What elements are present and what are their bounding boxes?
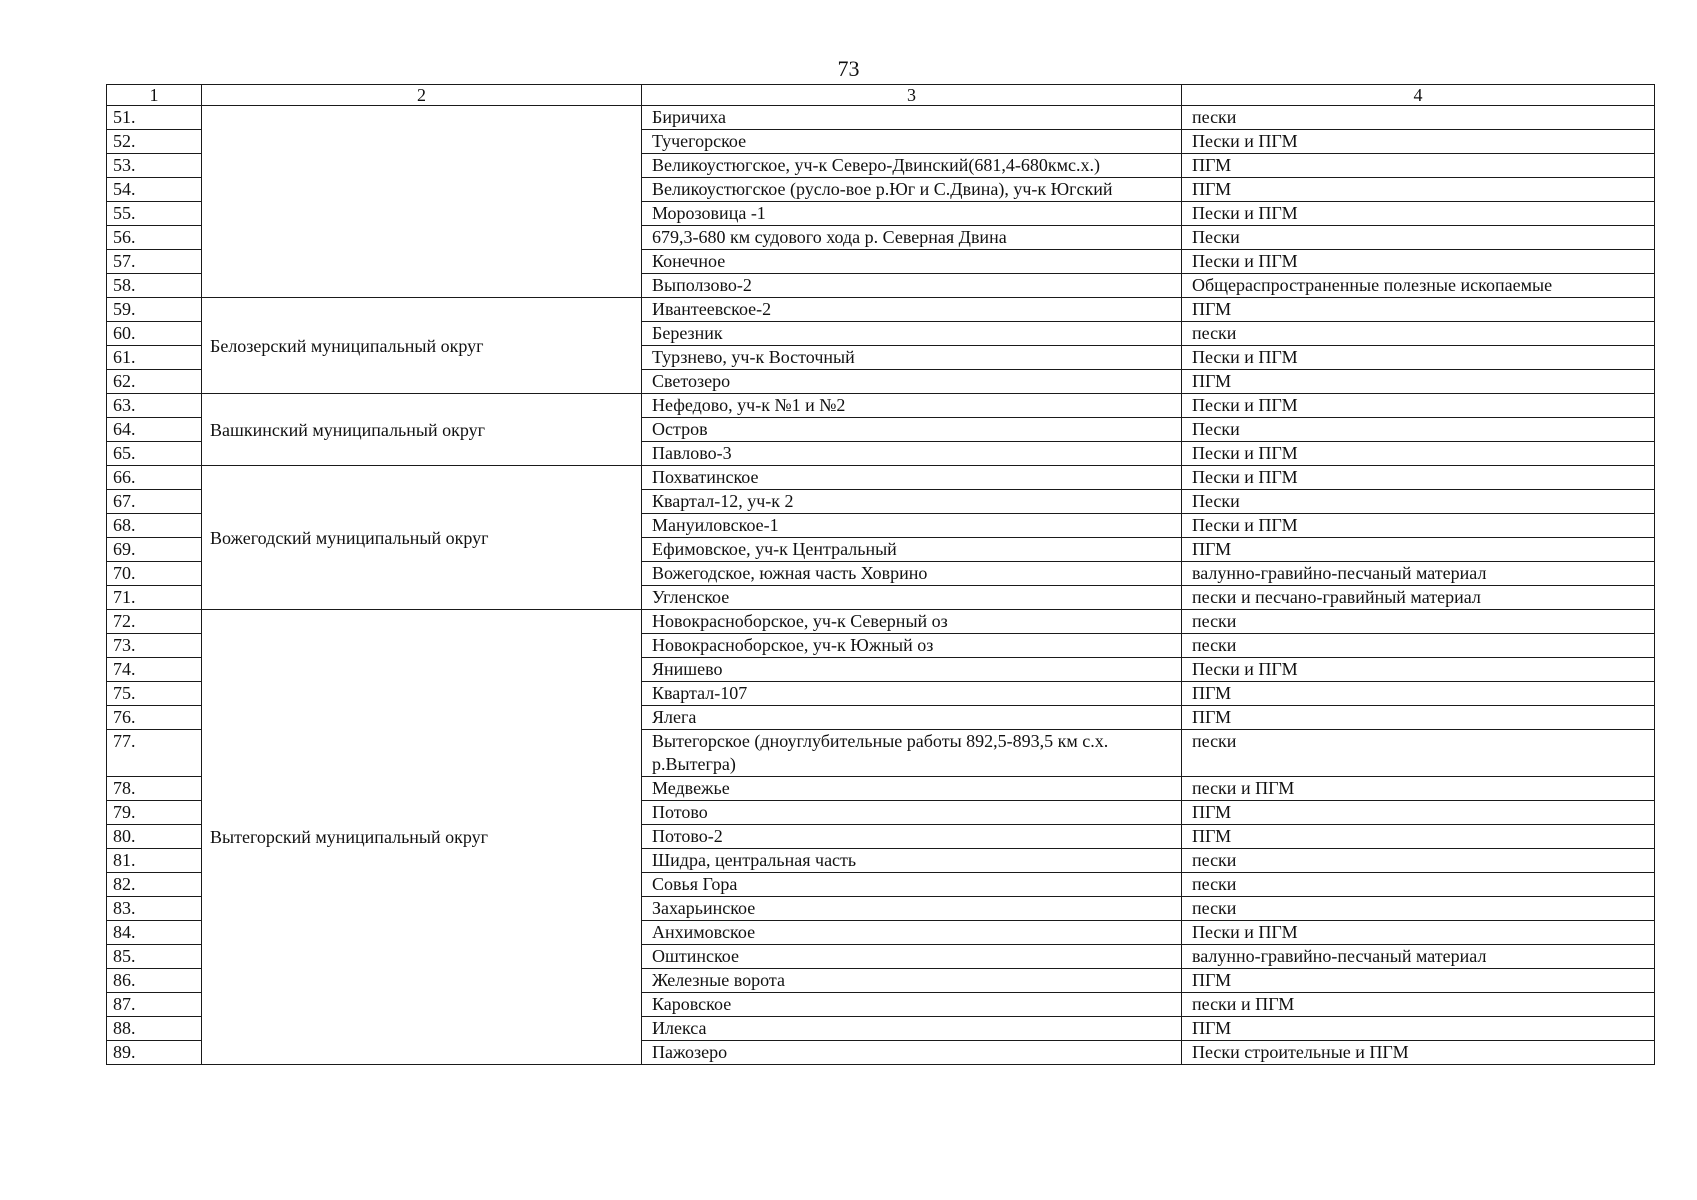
- row-number: 65.: [107, 442, 202, 466]
- deposit-name: Новокрасноборское, уч-к Северный оз: [642, 610, 1182, 634]
- deposit-name: Турзнево, уч-к Восточный: [642, 346, 1182, 370]
- resource-type: пески: [1182, 322, 1655, 346]
- row-number: 79.: [107, 801, 202, 825]
- resource-type: пески и ПГМ: [1182, 777, 1655, 801]
- district-cell: [202, 106, 642, 298]
- row-number: 66.: [107, 466, 202, 490]
- resource-type: ПГМ: [1182, 538, 1655, 562]
- resource-type: пески и ПГМ: [1182, 993, 1655, 1017]
- deposits-table: [106, 84, 1655, 1065]
- row-number: 75.: [107, 682, 202, 706]
- resource-type: ПГМ: [1182, 298, 1655, 322]
- deposit-name: Конечное: [642, 250, 1182, 274]
- row-number: 68.: [107, 514, 202, 538]
- resource-type: Пески: [1182, 490, 1655, 514]
- deposit-name: Морозовица -1: [642, 202, 1182, 226]
- row-number: 80.: [107, 825, 202, 849]
- deposit-name: Захарьинское: [642, 897, 1182, 921]
- resource-type: ПГМ: [1182, 370, 1655, 394]
- deposit-name: Березник: [642, 322, 1182, 346]
- row-number: 71.: [107, 586, 202, 610]
- row-number: 63.: [107, 394, 202, 418]
- resource-type: Пески и ПГМ: [1182, 346, 1655, 370]
- resource-type: пески: [1182, 873, 1655, 897]
- district-cell: Белозерский муниципальный округ: [202, 298, 642, 394]
- deposit-name: Илекса: [642, 1017, 1182, 1041]
- deposit-name: Янишево: [642, 658, 1182, 682]
- resource-type: ПГМ: [1182, 178, 1655, 202]
- resource-type: ПГМ: [1182, 706, 1655, 730]
- deposit-name: Пажозеро: [642, 1041, 1182, 1065]
- row-number: 82.: [107, 873, 202, 897]
- column-header: 2: [202, 85, 642, 106]
- row-number: 53.: [107, 154, 202, 178]
- table-row: [107, 298, 1655, 322]
- deposit-name: Вожегодское, южная часть Ховрино: [642, 562, 1182, 586]
- row-number: 57.: [107, 250, 202, 274]
- deposit-name: Потово: [642, 801, 1182, 825]
- table-row: [107, 394, 1655, 418]
- table-header-row: [107, 85, 1655, 106]
- column-header: 1: [107, 85, 202, 106]
- district-cell: Вашкинский муниципальный округ: [202, 394, 642, 466]
- deposit-name: 679,3-680 км судового хода р. Северная Двина: [642, 226, 1182, 250]
- row-number: 59.: [107, 298, 202, 322]
- resource-type: Пески и ПГМ: [1182, 130, 1655, 154]
- resource-type: ПГМ: [1182, 825, 1655, 849]
- table-row: [107, 610, 1655, 634]
- resource-type: ПГМ: [1182, 1017, 1655, 1041]
- deposit-name: Биричиха: [642, 106, 1182, 130]
- row-number: 54.: [107, 178, 202, 202]
- deposit-name: Великоустюгское, уч-к Северо-Двинский(681,4-680кмс.х.): [642, 154, 1182, 178]
- resource-type: пески: [1182, 897, 1655, 921]
- row-number: 69.: [107, 538, 202, 562]
- row-number: 84.: [107, 921, 202, 945]
- deposit-name: Ялега: [642, 706, 1182, 730]
- deposit-name: Квартал-12, уч-к 2: [642, 490, 1182, 514]
- row-number: 86.: [107, 969, 202, 993]
- resource-type: пески: [1182, 730, 1655, 777]
- row-number: 89.: [107, 1041, 202, 1065]
- row-number: 87.: [107, 993, 202, 1017]
- deposit-name: Павлово-3: [642, 442, 1182, 466]
- deposit-name: Остров: [642, 418, 1182, 442]
- row-number: 78.: [107, 777, 202, 801]
- row-number: 60.: [107, 322, 202, 346]
- resource-type: валунно-гравийно-песчаный материал: [1182, 945, 1655, 969]
- table-row: [107, 106, 1655, 130]
- district-cell: Вытегорский муниципальный округ: [202, 610, 642, 1065]
- resource-type: Пески и ПГМ: [1182, 466, 1655, 490]
- deposit-name: Светозеро: [642, 370, 1182, 394]
- row-number: 62.: [107, 370, 202, 394]
- deposit-name: Великоустюгское (русло-вое р.Юг и С.Двина), уч-к Югский: [642, 178, 1182, 202]
- row-number: 58.: [107, 274, 202, 298]
- deposit-name: Потово-2: [642, 825, 1182, 849]
- deposit-name: Тучегорское: [642, 130, 1182, 154]
- deposit-name: Ивантеевское-2: [642, 298, 1182, 322]
- row-number: 67.: [107, 490, 202, 514]
- resource-type: пески: [1182, 106, 1655, 130]
- row-number: 61.: [107, 346, 202, 370]
- resource-type: пески: [1182, 849, 1655, 873]
- row-number: 70.: [107, 562, 202, 586]
- district-cell: Вожегодский муниципальный округ: [202, 466, 642, 610]
- deposit-name: Мануиловское-1: [642, 514, 1182, 538]
- row-number: 81.: [107, 849, 202, 873]
- deposit-name: Вытегорское (дноуглубительные работы 892,5-893,5 км с.х. р.Вытегра): [642, 730, 1182, 777]
- deposit-name: Медвежье: [642, 777, 1182, 801]
- table-row: [107, 466, 1655, 490]
- row-number: 56.: [107, 226, 202, 250]
- row-number: 73.: [107, 634, 202, 658]
- deposit-name: Новокрасноборское, уч-к Южный оз: [642, 634, 1182, 658]
- row-number: 72.: [107, 610, 202, 634]
- row-number: 88.: [107, 1017, 202, 1041]
- deposit-name: Каровское: [642, 993, 1182, 1017]
- resource-type: Общераспространенные полезные ископаемые: [1182, 274, 1655, 298]
- resource-type: ПГМ: [1182, 801, 1655, 825]
- deposit-name: Оштинское: [642, 945, 1182, 969]
- resource-type: ПГМ: [1182, 154, 1655, 178]
- deposit-name: Квартал-107: [642, 682, 1182, 706]
- resource-type: Пески и ПГМ: [1182, 202, 1655, 226]
- row-number: 64.: [107, 418, 202, 442]
- deposit-name: Анхимовское: [642, 921, 1182, 945]
- resource-type: ПГМ: [1182, 969, 1655, 993]
- row-number: 77.: [107, 730, 202, 777]
- resource-type: Пески строительные и ПГМ: [1182, 1041, 1655, 1065]
- deposit-name: Выползово-2: [642, 274, 1182, 298]
- resource-type: Пески и ПГМ: [1182, 394, 1655, 418]
- deposit-name: Угленское: [642, 586, 1182, 610]
- resource-type: Пески и ПГМ: [1182, 514, 1655, 538]
- resource-type: Пески и ПГМ: [1182, 921, 1655, 945]
- resource-type: ПГМ: [1182, 682, 1655, 706]
- resource-type: валунно-гравийно-песчаный материал: [1182, 562, 1655, 586]
- column-header: 3: [642, 85, 1182, 106]
- resource-type: Пески: [1182, 226, 1655, 250]
- row-number: 51.: [107, 106, 202, 130]
- row-number: 55.: [107, 202, 202, 226]
- resource-type: Пески и ПГМ: [1182, 658, 1655, 682]
- deposit-name: Шидра, центральная часть: [642, 849, 1182, 873]
- row-number: 52.: [107, 130, 202, 154]
- deposit-name: Похватинское: [642, 466, 1182, 490]
- resource-type: Пески и ПГМ: [1182, 442, 1655, 466]
- deposit-name: Совья Гора: [642, 873, 1182, 897]
- resource-type: Пески и ПГМ: [1182, 250, 1655, 274]
- deposit-name: Нефедово, уч-к №1 и №2: [642, 394, 1182, 418]
- row-number: 83.: [107, 897, 202, 921]
- deposit-name: Железные ворота: [642, 969, 1182, 993]
- resource-type: пески: [1182, 634, 1655, 658]
- resource-type: Пески: [1182, 418, 1655, 442]
- row-number: 76.: [107, 706, 202, 730]
- row-number: 85.: [107, 945, 202, 969]
- resource-type: пески: [1182, 610, 1655, 634]
- column-header: 4: [1182, 85, 1655, 106]
- resource-type: пески и песчано-гравийный материал: [1182, 586, 1655, 610]
- row-number: 74.: [107, 658, 202, 682]
- page-number: 73: [837, 56, 860, 81]
- deposit-name: Ефимовское, уч-к Центральный: [642, 538, 1182, 562]
